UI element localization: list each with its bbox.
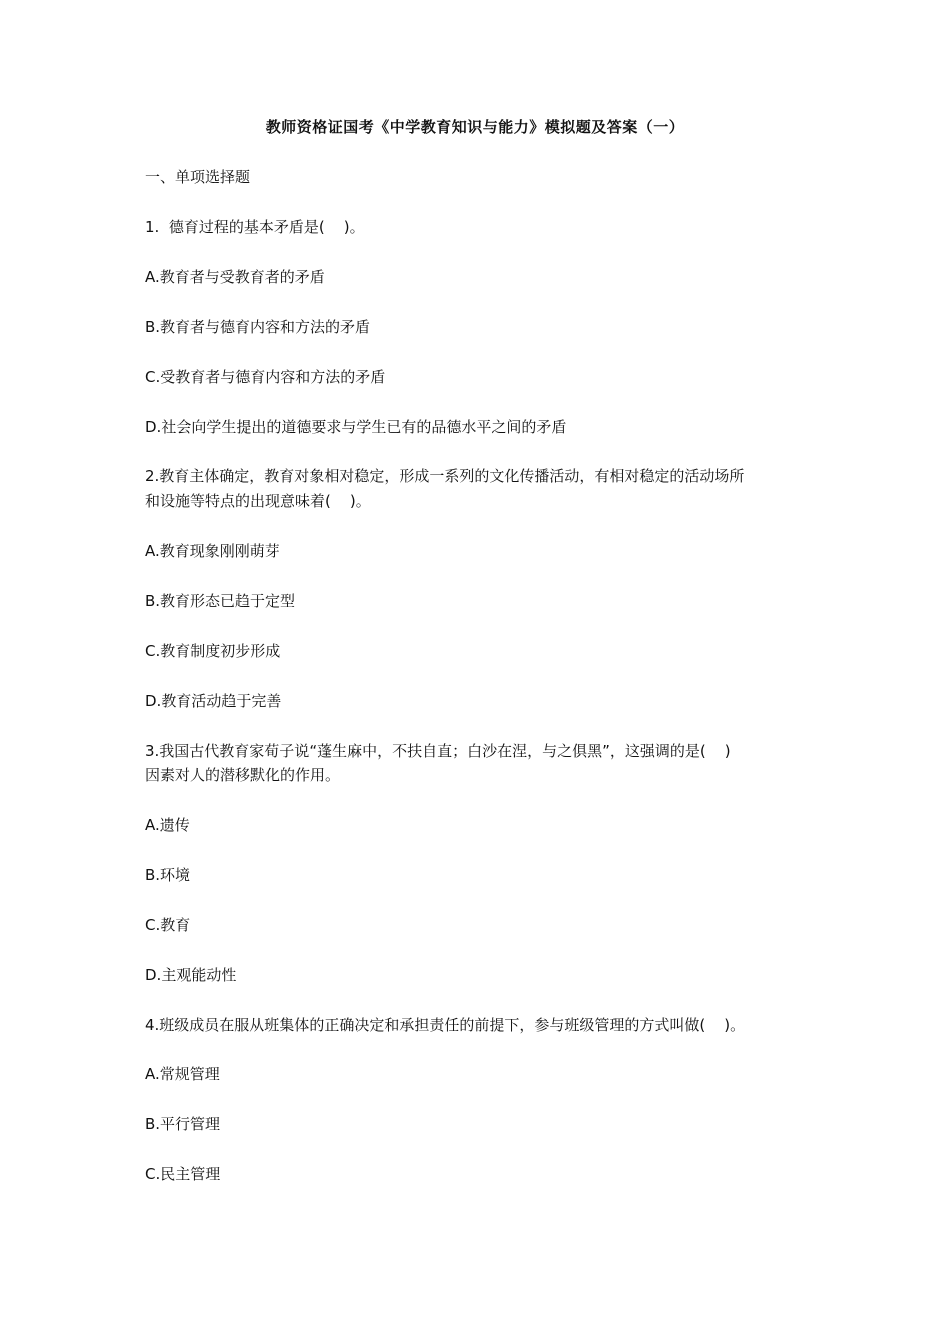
question-4-option-a: A.常规管理	[145, 1065, 220, 1083]
question-2-stem-line2: 和设施等特点的出现意味着( )。	[145, 492, 371, 510]
question-1-option-b: B.教育者与德育内容和方法的矛盾	[145, 318, 371, 336]
question-2-option-d: D.教育活动趋于完善	[145, 692, 282, 710]
question-3-option-b: B.环境	[145, 866, 191, 884]
question-3-option-d: D.主观能动性	[145, 966, 237, 984]
question-2-stem-line1: 2.教育主体确定，教育对象相对稳定，形成一系列的文化传播活动，有相对稳定的活动场所	[145, 467, 745, 485]
document-title: 教师资格证国考《中学教育知识与能力》模拟题及答案（一）	[265, 118, 685, 136]
question-1-option-a: A.教育者与受教育者的矛盾	[145, 268, 325, 286]
question-1-option-c: C.受教育者与德育内容和方法的矛盾	[145, 368, 386, 386]
question-1-option-d: D.社会向学生提出的道德要求与学生已有的品德水平之间的矛盾	[145, 418, 567, 436]
question-1-stem: 1. 德育过程的基本矛盾是( )。	[145, 218, 365, 236]
question-2-option-a: A.教育现象刚刚萌芽	[145, 542, 280, 560]
question-4-option-b: B.平行管理	[145, 1115, 221, 1133]
question-4-stem: 4.班级成员在服从班集体的正确决定和承担责任的前提下，参与班级管理的方式叫做( )。	[145, 1016, 746, 1034]
question-3-stem-line1: 3.我国古代教育家荀子说“蓬生麻中，不扶自直；白沙在涅，与之俱黑”，这强调的是( )	[145, 742, 731, 760]
question-2-option-b: B.教育形态已趋于定型	[145, 592, 296, 610]
section-heading: 一、单项选择题	[145, 168, 251, 186]
question-4-option-c: C.民主管理	[145, 1165, 221, 1183]
question-3-option-c: C.教育	[145, 916, 191, 934]
question-2-option-c: C.教育制度初步形成	[145, 642, 281, 660]
question-3-stem-line2: 因素对人的潜移默化的作用。	[145, 766, 341, 784]
question-3-option-a: A.遗传	[145, 816, 190, 834]
